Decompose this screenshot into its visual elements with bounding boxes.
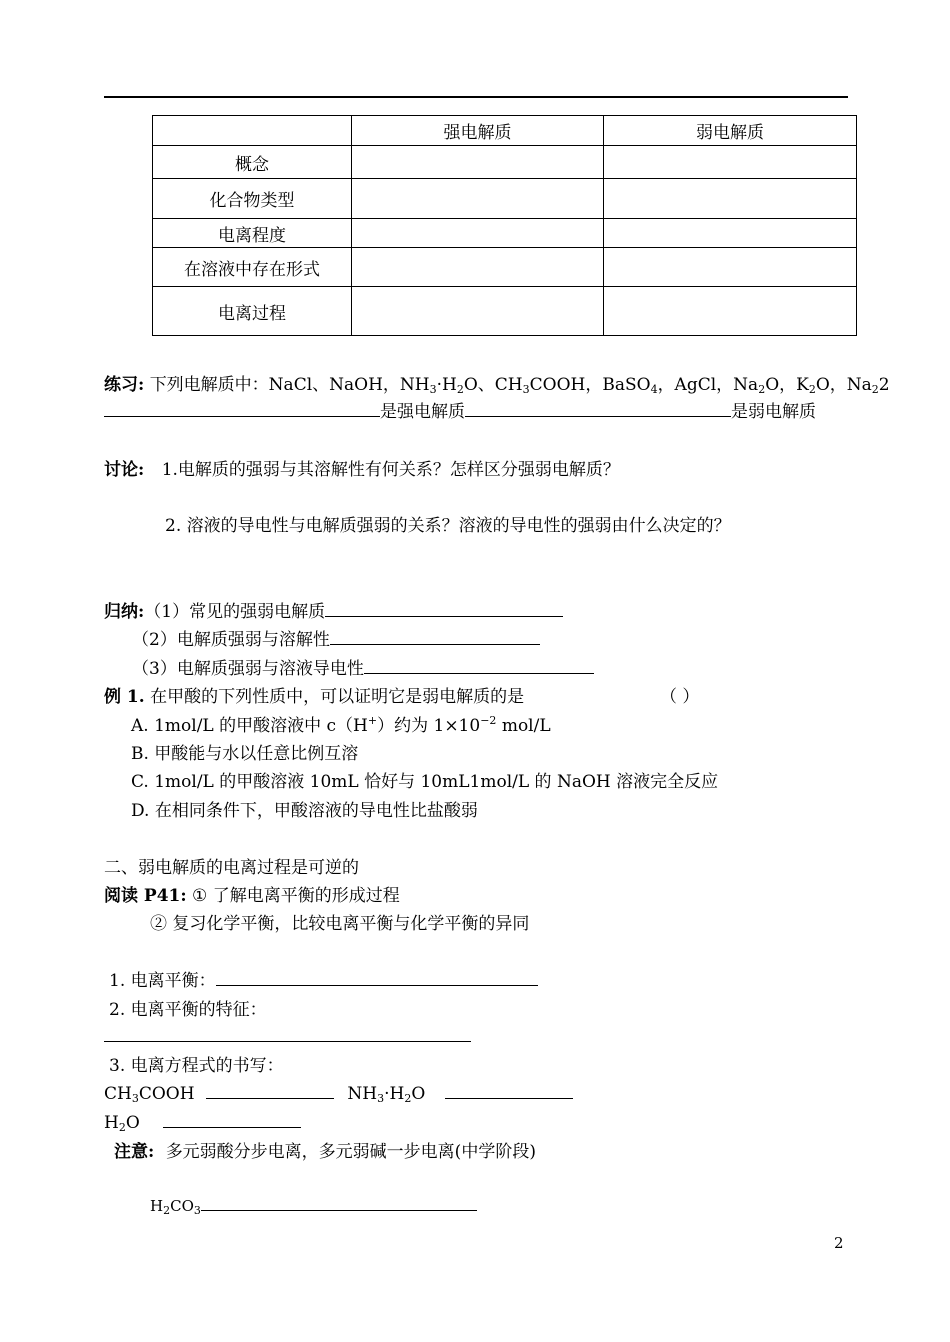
table-cell[interactable] — [352, 287, 604, 336]
table-row-label: 电离程度 — [153, 219, 352, 248]
summary-blank-2[interactable] — [330, 626, 540, 645]
practice-answer-line: 是强电解质 是弱电解质 — [104, 397, 816, 422]
reading-line-1: 阅读 P41: ① 了解电离平衡的形成过程 — [104, 886, 400, 906]
answer-paren[interactable]: （ ） — [660, 687, 700, 707]
nh3-blank[interactable] — [445, 1080, 573, 1099]
strong-blank[interactable] — [104, 398, 380, 417]
table-corner-cell — [153, 116, 352, 146]
weak-blank[interactable] — [465, 398, 731, 417]
table-header-weak: 弱电解质 — [604, 116, 857, 146]
table-row-label: 电离过程 — [153, 287, 352, 336]
discussion-label: 讨论: — [104, 460, 145, 480]
table-cell[interactable] — [352, 248, 604, 287]
summary-item-2: （2）电解质强弱与溶解性 — [132, 625, 540, 650]
option-d[interactable]: D. 在相同条件下，甲酸溶液的导电性比盐酸弱 — [131, 801, 478, 821]
summary-item-3: （3）电解质强弱与溶液导电性 — [132, 654, 594, 679]
water-equation: $H_2O$ — [104, 1109, 301, 1133]
table-header-strong: 强电解质 — [352, 116, 604, 146]
section-heading: 二、弱电解质的电离过程是可逆的 — [104, 858, 359, 878]
table-cell[interactable] — [604, 287, 857, 336]
table-row-label: 化合物类型 — [153, 179, 352, 219]
equilibrium-item-1: 1. 电离平衡： — [109, 966, 538, 991]
table-row-label: 概念 — [153, 146, 352, 179]
practice-label: 练习: — [104, 375, 145, 395]
example-question: 例 1. 在甲酸的下列性质中，可以证明它是弱电解质的是 — [104, 687, 525, 707]
page-number: 2 — [834, 1234, 844, 1252]
features-blank[interactable] — [104, 1041, 471, 1042]
table-cell[interactable] — [352, 179, 604, 219]
ch3cooh-blank[interactable] — [206, 1080, 334, 1099]
summary-blank-1[interactable] — [325, 598, 563, 617]
table-cell[interactable] — [604, 219, 857, 248]
note-line: 注意: 多元弱酸分步电离，多元弱碱一步电离(中学阶段) — [114, 1142, 536, 1162]
h2o-blank[interactable] — [163, 1109, 301, 1128]
practice-line: 练习: 下列电解质中：NaCl、NaOH，$NH_3\cdot H_2O$、$CH_3COOH$，BaSO$_4$，AgCl，$Na_2O$，$K_2O$，$Na_22$ — [104, 375, 890, 396]
summary-label: 归纳: — [104, 602, 145, 622]
table-row-label: 在溶液中存在形式 — [153, 248, 352, 287]
header-rule — [104, 96, 848, 98]
table-cell[interactable] — [352, 219, 604, 248]
h2co3-equation: $H_2CO_3$ — [150, 1194, 477, 1216]
table-cell[interactable] — [604, 179, 857, 219]
reading-line-2: ② 复习化学平衡，比较电离平衡与化学平衡的异同 — [150, 914, 530, 934]
ionization-equations: $CH_3COOH$ $NH_3\cdot H_2O$ — [104, 1080, 573, 1104]
summary-item-1: 归纳:（1）常见的强弱电解质 — [104, 597, 563, 622]
option-a[interactable]: A. 1mol/L 的甲酸溶液中 c（H+）约为 $1\times 10^{-2}$ mol/L — [131, 714, 551, 736]
table-cell[interactable] — [352, 146, 604, 179]
equilibrium-item-3: 3. 电离方程式的书写： — [109, 1056, 284, 1076]
table-cell[interactable] — [604, 248, 857, 287]
comparison-table — [152, 115, 857, 336]
equilibrium-blank[interactable] — [216, 967, 538, 986]
option-b[interactable]: B. 甲酸能与水以任意比例互溶 — [131, 744, 359, 764]
summary-blank-3[interactable] — [364, 655, 594, 674]
equilibrium-item-2: 2. 电离平衡的特征： — [109, 1000, 267, 1020]
option-c[interactable]: C. 1mol/L 的甲酸溶液 10mL 恰好与 10mL1mol/L 的 NaOH 溶液完全反应 — [131, 772, 719, 792]
h2co3-blank[interactable] — [201, 1194, 477, 1211]
table-cell[interactable] — [604, 146, 857, 179]
discussion-q1: 讨论: 1.电解质的强弱与其溶解性有何关系？怎样区分强弱电解质？ — [104, 460, 620, 480]
discussion-q2: 2. 溶液的导电性与电解质强弱的关系？溶液的导电性的强弱由什么决定的？ — [165, 516, 731, 536]
